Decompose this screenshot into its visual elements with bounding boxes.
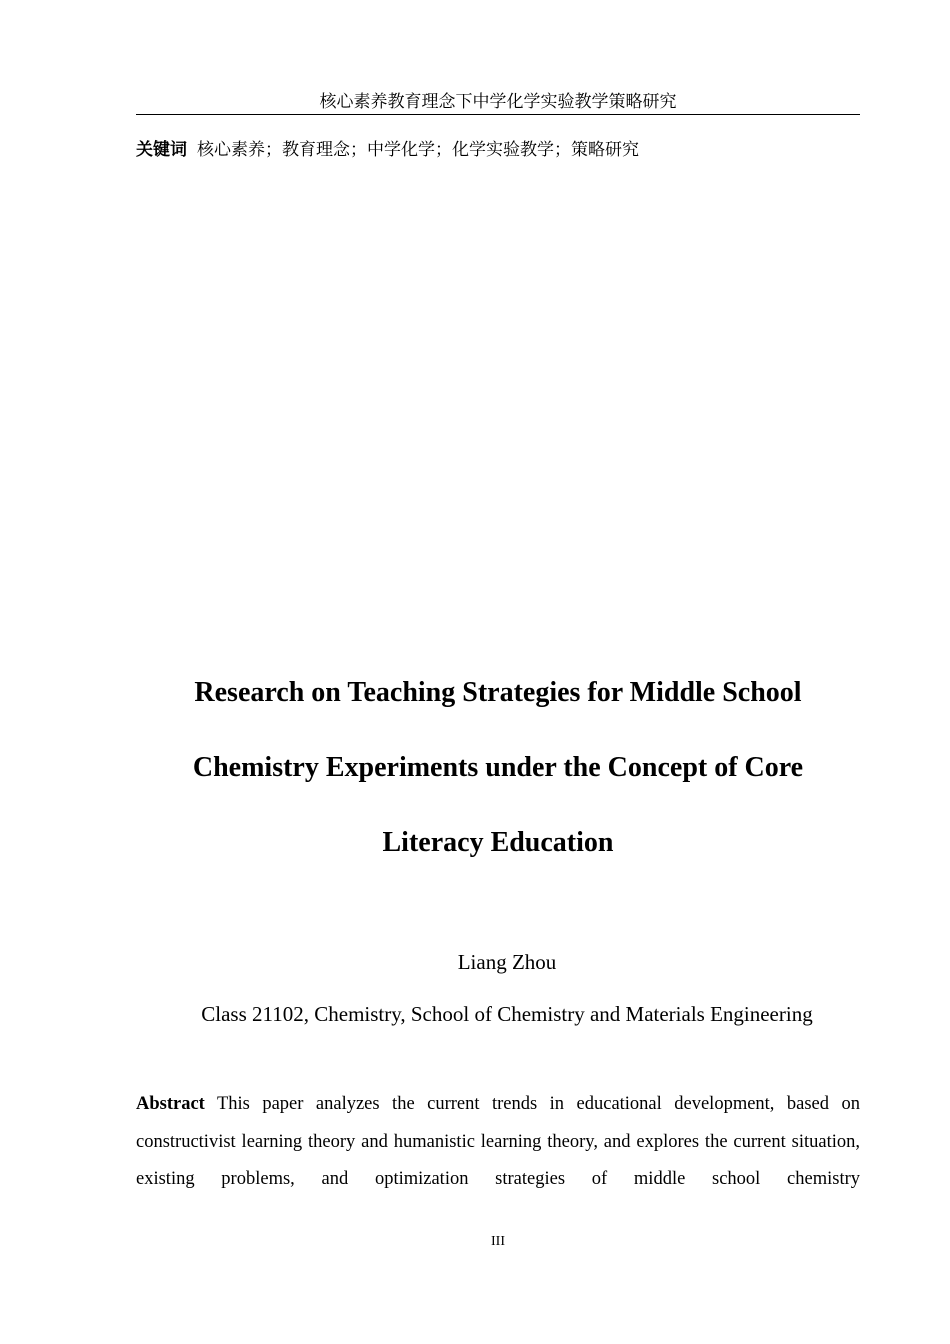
running-title: 核心素养教育理念下中学化学实验教学策略研究 bbox=[319, 92, 677, 112]
abstract-label: Abstract bbox=[136, 1094, 205, 1114]
abstract-section bbox=[136, 1086, 860, 1199]
keywords-section bbox=[136, 137, 860, 163]
title-line-1: Research on Teaching Strategies for Middle School bbox=[194, 677, 802, 708]
running-header bbox=[136, 90, 860, 115]
title-line-3: Literacy Education bbox=[382, 827, 614, 858]
keywords-text: 核心素养；教育理念；中学化学；化学实验教学；策略研究 bbox=[197, 140, 639, 160]
title-line-2: Chemistry Experiments under the Concept of Core bbox=[192, 752, 804, 783]
author-affiliation: Class 21102, Chemistry, School of Chemistry and Materials Engineering bbox=[201, 1002, 813, 1026]
author-name: Liang Zhou bbox=[457, 950, 557, 974]
abstract-text: This paper analyzes the current trends in educational development, based on constructivist learning theory and humanistic learning theory, and explores the current situation, existing problems, and optimization strategies of middle school chemistry bbox=[136, 1094, 860, 1189]
english-title bbox=[136, 655, 860, 880]
page-number: III bbox=[491, 1234, 505, 1249]
keywords-label: 关键词 bbox=[136, 140, 187, 160]
